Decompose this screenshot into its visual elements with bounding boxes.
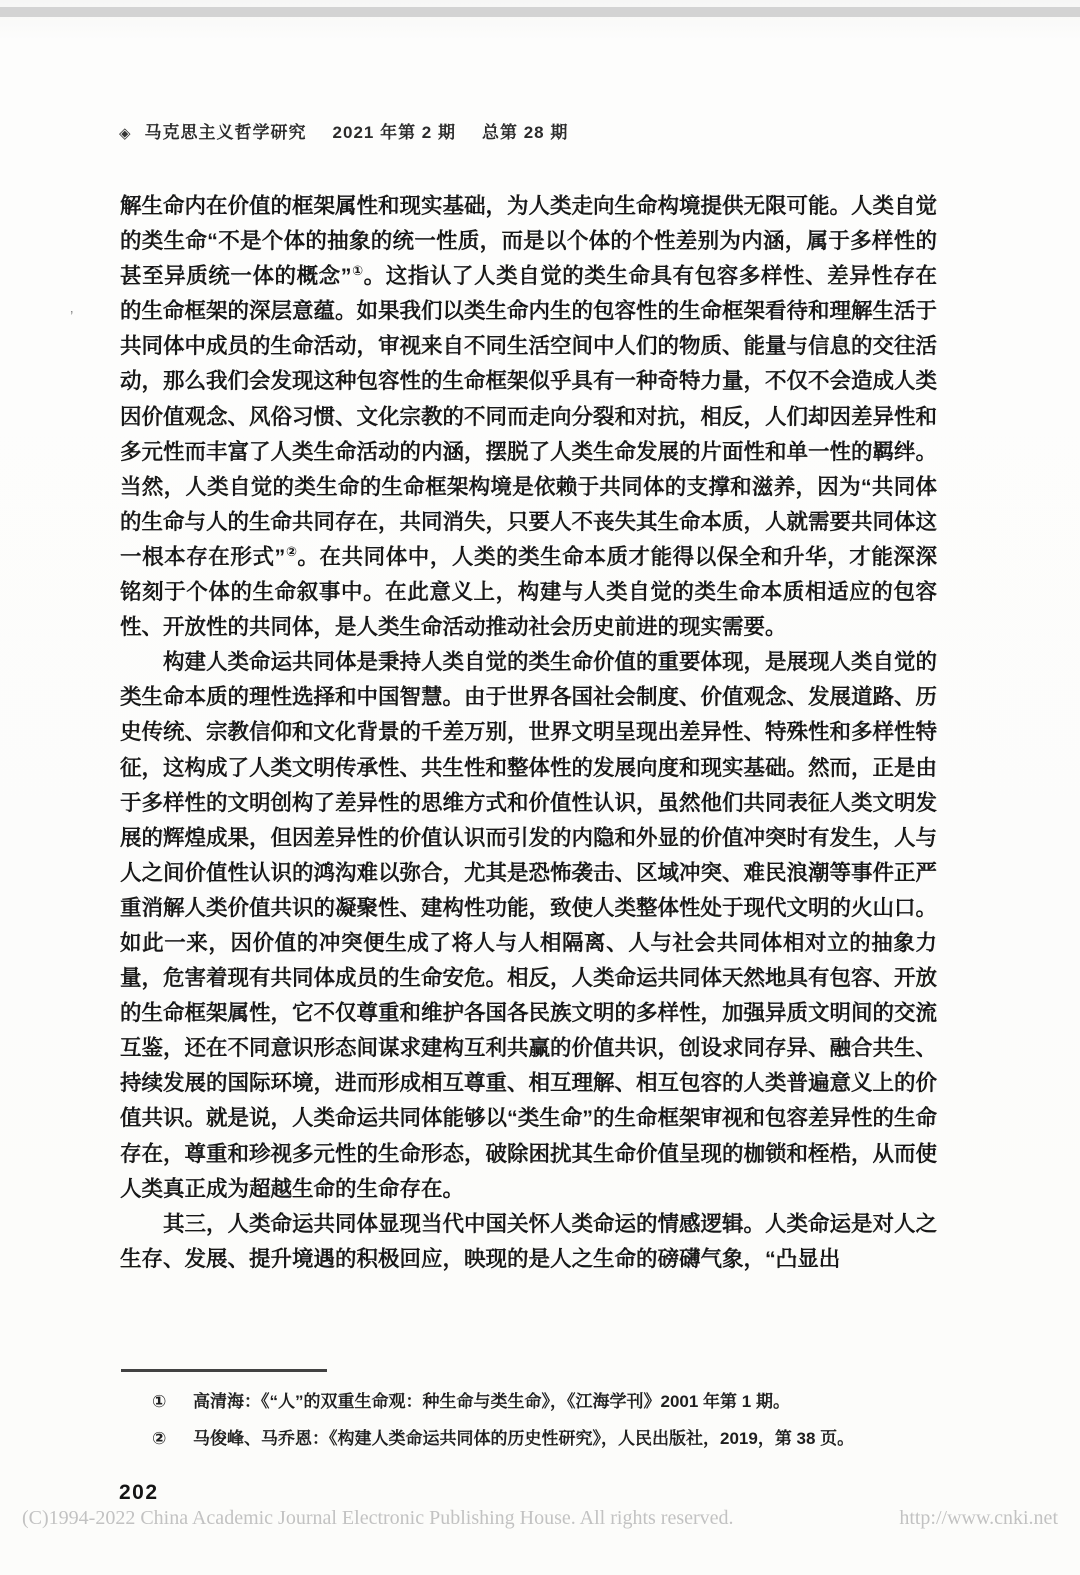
scan-artifact: ’ <box>70 308 74 325</box>
cnki-url: http://www.cnki.net <box>899 1507 1058 1529</box>
footnote-separator-rule <box>121 1369 327 1372</box>
footnote-ref-2: ② <box>285 543 298 559</box>
cnki-copyright-footer <box>22 1507 1058 1530</box>
running-header <box>119 118 568 143</box>
footnote-text: 高清海：《“人”的双重生命观：种生命与类生命》，《江海学刊》2001 年第 1 期。 <box>193 1392 790 1411</box>
footnote-item <box>152 1420 942 1457</box>
volume-label: 总第 28 期 <box>482 123 569 142</box>
footnote-item <box>152 1383 942 1420</box>
paragraph-continuation <box>120 189 937 645</box>
page-number: 202 <box>119 1481 159 1504</box>
journal-bullet-icon: ◈ <box>119 125 132 142</box>
body-text: 。这指认了人类自觉的类生命具有包容多样性、差异性存在的生命框架的深层意蕴。如果我们以类生命内生的包容性的生命框架看待和理解生活于共同体中成员的生命活动，审视来自不同生活空间中人们的物质、能量与信息的交往活动，那么我们会发现这种包容性的生命框架似乎具有一种奇特力量，不仅不会造成人类因价值观念、风俗习惯、文化宗教的不同而走向分裂和对抗，相反，人们却因差异性和多元性而丰富了人类生命活动的内涵，摆脱了人类生命发展的片面性和单一性的羁绊。当然，人类自觉的类生命的生命框架构境是依赖于共同体的支撑和滋养，因为“共同体的生命与人的生命共同存在，共同消失，只要人不丧失其生命本质，人就需要共同体这一根本存在形式” <box>120 264 938 569</box>
paragraph: 其三，人类命运共同体显现当代中国关怀人类命运的情感逻辑。人类命运是对人之生存、发展、提升境遇的积极回应，映现的是人之生命的磅礴气象，“凸显出 <box>120 1211 938 1271</box>
body-text: 解生命内在价值的框架属性和现实基础，为人类走向生命构境提供无限可能。人类自觉的类生命“不是个体的抽象的统一性质，而是以个体的个性差别为内涵，属于多样性的甚至异质统一体的概念” <box>120 194 938 289</box>
footnote-marker: ② <box>152 1429 167 1448</box>
footnotes-block <box>152 1383 942 1457</box>
issue-label: 2021 年第 2 期 <box>332 123 456 142</box>
copyright-text: (C)1994-2022 China Academic Journal Electronic Publishing House. All rights reserved. <box>22 1507 734 1529</box>
body-text: 。在共同体中，人类的类生命本质才能得以保全和升华，才能深深铭刻于个体的生命叙事中。在此意义上，构建与人类自觉的类生命本质相适应的包容性、开放性的共同体，是人类生命活动推动社会历史前进的现实需要。 <box>120 544 937 640</box>
footnote-ref-1: ① <box>351 263 364 279</box>
paragraph: 构建人类命运共同体是秉持人类自觉的类生命价值的重要体现，是展现人类自觉的类生命本质的理性选择和中国智慧。由于世界各国社会制度、价值观念、发展道路、历史传统、宗教信仰和文化背景的千差万别，世界文明呈现出差异性、特殊性和多样性特征，这构成了人类文明传承性、共生性和整体性的发展向度和现实基础。然而，正是由于多样性的文明创构了差异性的思维方式和价值性认识，虽然他们共同表征人类文明发展的辉煌成果，但因差异性的价值认识而引发的内隐和外显的价值冲突时有发生，人与人之间价值性认识的鸿沟难以弥合，尤其是恐怖袭击、区域冲突、难民浪潮等事件正严重消解人类价值共识的凝聚性、建构性功能，致使人类整体性处于现代文明的火山口。如此一来，因价值的冲突便生成了将人与人相隔离、人与社会共同体相对立的抽象力量，危害着现有共同体成员的生命安危。相反，人类命运共同体天然地具有包容、开放的生命框架属性，它不仅尊重和维护各国各民族文明的多样性，加强异质文明间的交流互鉴，还在不同意识形态间谋求建构互利共赢的价值共识，创设求同存异、融合共生、持续发展的国际环境，进而形成相互尊重、相互理解、相互包容的人类普遍意义上的价值共识。就是说，人类命运共同体能够以“类生命”的生命框架审视和包容差异性的生命存在，尊重和珍视多元性的生命形态，破除困扰其生命价值呈现的枷锁和桎梏，从而使人类真正成为超越生命的生命存在。 <box>120 650 938 1201</box>
footnote-text: 马俊峰、马乔恩：《构建人类命运共同体的历史性研究》，人民出版社，2019，第 38 页。 <box>193 1429 855 1448</box>
article-body <box>120 189 937 1277</box>
scan-edge-band <box>0 7 1080 17</box>
journal-title: 马克思主义哲学研究 <box>144 123 307 142</box>
footnote-marker: ① <box>152 1392 167 1411</box>
